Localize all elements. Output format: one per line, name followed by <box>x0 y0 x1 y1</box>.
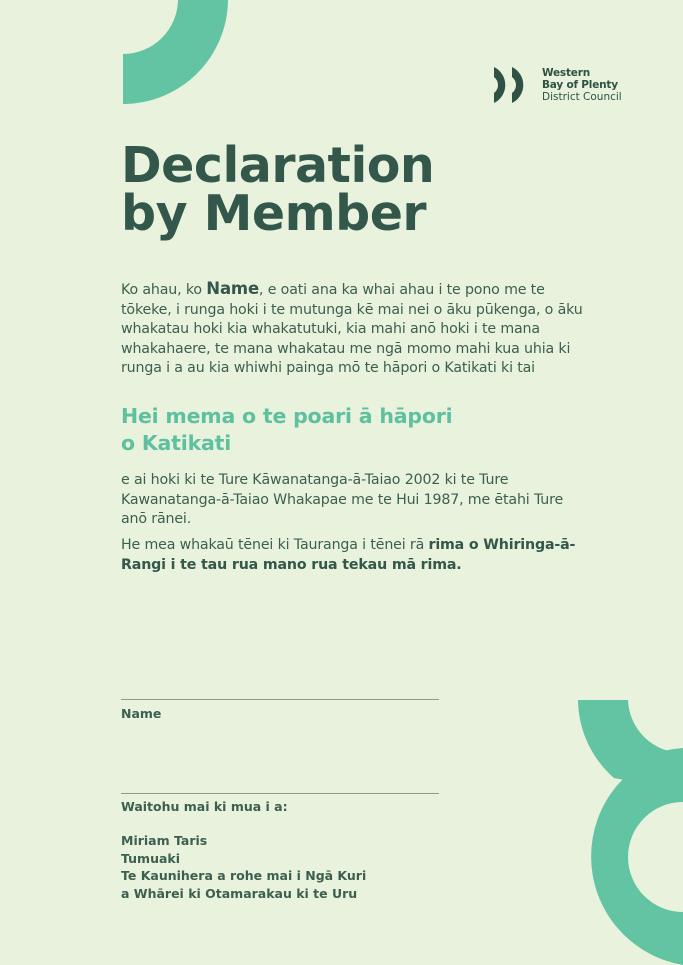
witness-name: Miriam Taris <box>121 833 208 848</box>
logo-text <box>542 67 622 103</box>
role-line-2: o Katikati <box>121 431 232 455</box>
title-line-2: by Member <box>121 185 427 242</box>
page-title <box>121 137 435 242</box>
oath-prefix: Ko ahau, ko <box>121 282 207 298</box>
logo-line-3: District Council <box>542 91 622 103</box>
legislation-paragraph: e ai hoki ki te Ture Kāwanatanga-ā-Taiao 2002 ki te Ture Kawanatanga-ā-Taiao Whakapae me te Hui 1987, me ētahi Ture anō rānei. <box>121 472 564 527</box>
witness-org-line-2: a Whārei ki Otamarakau ki te Uru <box>121 885 358 901</box>
affirmation-date: rima o Whiringa-ā-Rangi i te tau rua mano rua tekau mā rima. <box>121 537 576 573</box>
signature-line-witness <box>121 793 439 794</box>
member-name-placeholder: Name <box>206 279 260 298</box>
role-line-1: Hei mema o te poari ā hāpori <box>121 404 453 428</box>
affirmation-paragraph <box>121 536 591 575</box>
oath-paragraph <box>121 279 591 379</box>
council-logo <box>486 65 622 105</box>
oath-text: , e oati ana ka whai ahau i te pono me te tōkeke, i runga hoki i te mutunga kē mai nei o āku pūkenga, o āku whakatau hoki kia whakatutuki, kia mahi anō hoki i te mana whakahaere, te mana whakatau me ngā momo mahi kua uhia ki runga i a au kia whiwhi painga mō te hāpori o Katikati ki tai <box>121 282 583 376</box>
logo-line-2: Bay of Plenty <box>542 79 618 91</box>
witness-org-line-1: Te Kaunihera a rohe mai i Ngā Kuri <box>121 868 367 883</box>
witness-title: Tumuaki <box>121 850 181 866</box>
affirmation-prefix: He mea whakaū tēnei ki Tauranga i tēnei rā <box>121 537 429 553</box>
logo-line-1: Western <box>542 67 590 79</box>
witness-block <box>121 832 366 902</box>
role-heading <box>121 403 452 457</box>
witness-label: Waitohu mai ki mua i a: <box>121 799 288 814</box>
member-name-label: Name <box>121 706 162 721</box>
wbop-chevron-logo-icon <box>486 65 536 105</box>
signature-line-member <box>121 699 439 700</box>
title-line-1: Declaration <box>121 137 435 194</box>
